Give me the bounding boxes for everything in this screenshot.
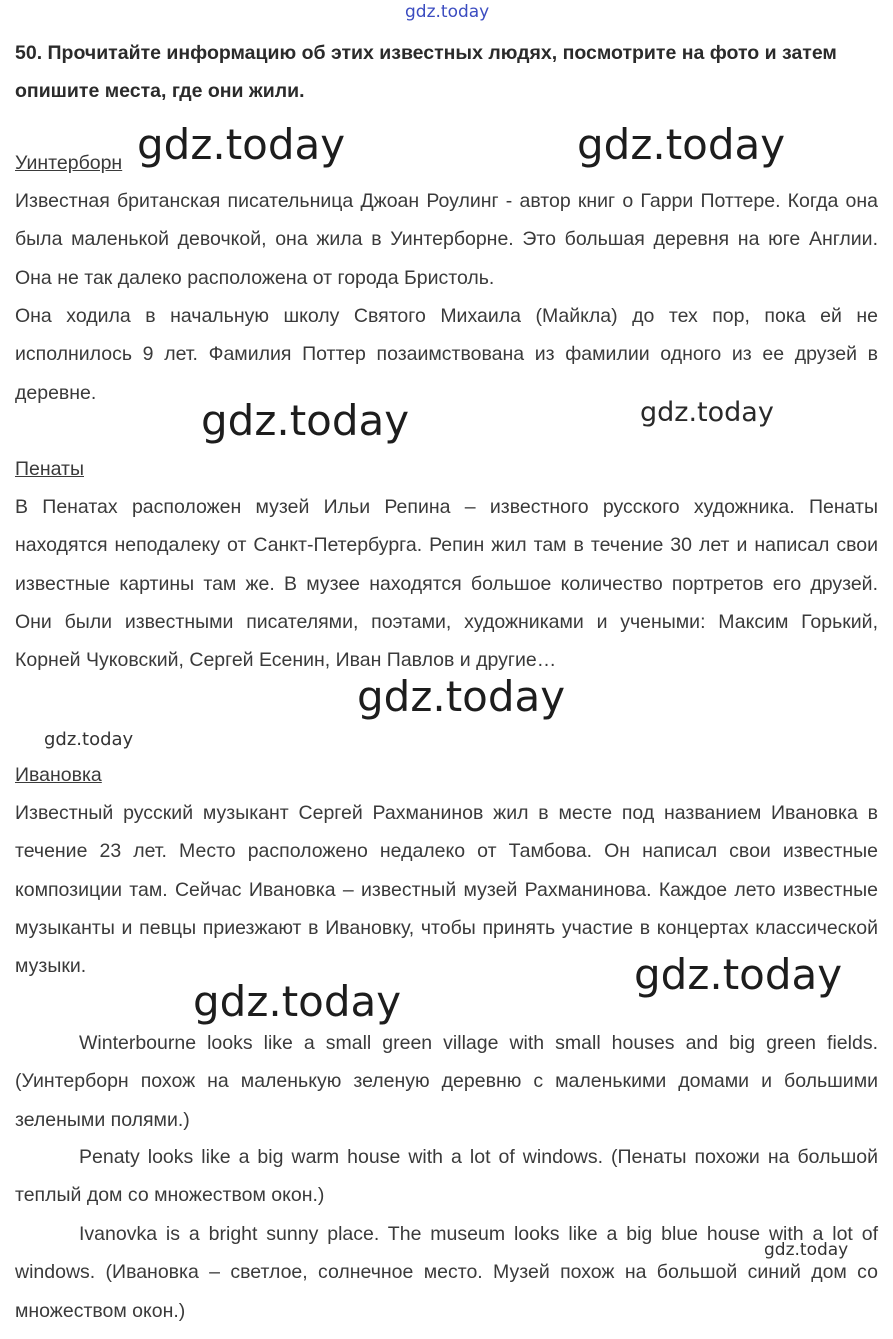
watermark: gdz.today bbox=[44, 729, 134, 750]
watermark: gdz.today bbox=[137, 120, 346, 169]
watermark: gdz.today bbox=[640, 397, 774, 428]
watermark: gdz.today bbox=[634, 950, 843, 999]
watermark: gdz.today bbox=[764, 1240, 849, 1260]
task-heading: 50. Прочитайте информацию об этих известных людях, посмотрите на фото и затем опишите места, где они жили. bbox=[15, 42, 837, 102]
watermark: gdz.today bbox=[577, 120, 786, 169]
section-text-penaty: В Пенатах расположен музей Ильи Репина – известного русского художника. Пенаты находятся неподалеку от Санкт-Петербурга. Репин жил там в течение 30 лет и написал свои известные картины там же. В музее находятся большое количество портретов его друзей. Они были известными писателями, поэтами, художниками и учеными: Максим Горький, Корней Чуковский, Сергей Есенин, Иван Павлов и другие… bbox=[15, 496, 878, 672]
watermark: gdz.today bbox=[357, 672, 566, 721]
section-text-ivanovka: Известный русский музыкант Сергей Рахманинов жил в месте под названием Ивановка в течение 23 лет. Место расположено недалеко от Тамбова. Он написал свои известные композиции там. Сейчас Ивановка – известный музей Рахманинова. Каждое лето известные музыканты и певцы приезжают в Ивановку, чтобы принять участие в концертах классической музыки. bbox=[15, 802, 878, 978]
answer-winterbourne: Winterbourne looks like a small green village with small houses and big green fields. (Уинтерборн похож на маленькую зеленую деревню с маленькими домами и большими зелеными полями.) bbox=[15, 1032, 878, 1131]
answer-penaty: Penaty looks like a big warm house with a lot of windows. (Пенаты похожи на большой теплый дом со множеством окон.) bbox=[15, 1146, 878, 1207]
watermark-top: gdz.today bbox=[405, 2, 490, 22]
answer-ivanovka: Ivanovka is a bright sunny place. The museum looks like a big blue house with a lot of windows. (Ивановка – светлое, солнечное место. Музей похож на большой синий дом со множеством окон.) bbox=[15, 1223, 878, 1322]
section-text-winterbourne-2: Она ходила в начальную школу Святого Михаила (Майкла) до тех пор, пока ей не исполнилось 9 лет. Фамилия Поттер позаимствована из фамилии одного из ее друзей в деревне. bbox=[15, 305, 878, 404]
section-text-winterbourne: Известная британская писательница Джоан Роулинг - автор книг о Гарри Поттере. Когда она была маленькой девочкой, она жила в Уинтерборне. Это большая деревня на юге Англии. Она не так далеко расположена от города Бристоль. bbox=[15, 190, 878, 289]
watermark: gdz.today bbox=[201, 396, 410, 445]
section-title-winterbourne: Уинтерборн bbox=[15, 152, 123, 174]
section-title-penaty: Пенаты bbox=[15, 458, 84, 480]
section-title-ivanovka: Ивановка bbox=[15, 764, 102, 786]
watermark: gdz.today bbox=[193, 977, 402, 1026]
